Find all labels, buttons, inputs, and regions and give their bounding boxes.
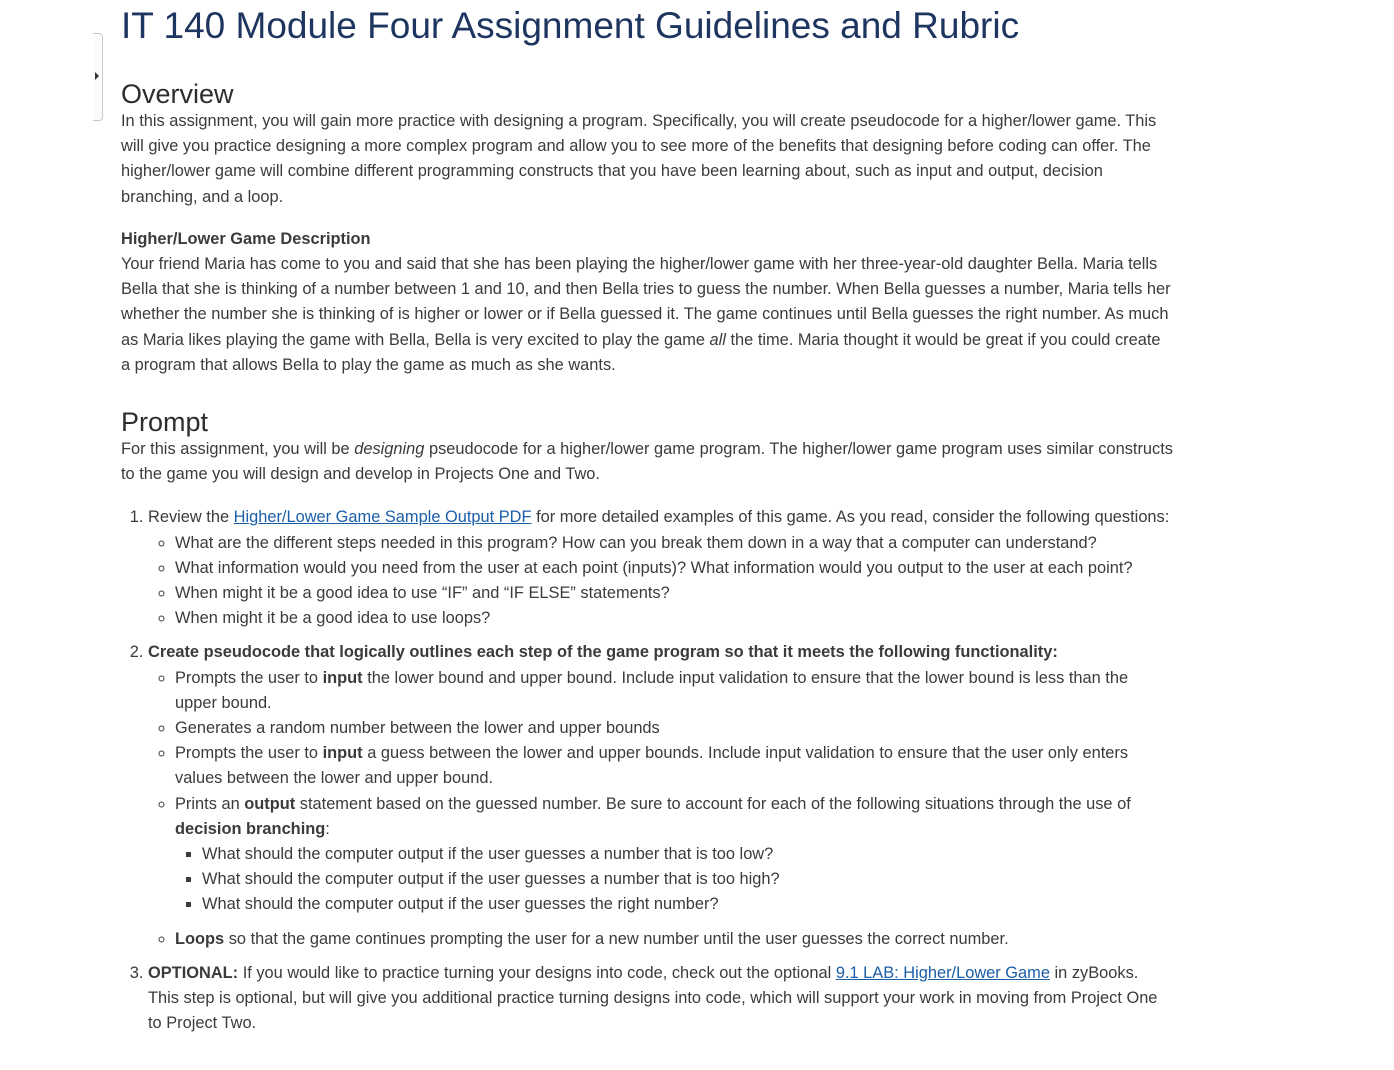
overview-text: In this assignment, you will gain more practice with designing a program. Specifically, you will create pseudocode for a higher/lower game. This will give you practice designing a more complex program and allow you to see more of the benefits that designing before coding can offer. The higher/lower game will combine different programming constructs that you have been learning about, such as input and output, decision branching, and a loop. (121, 112, 1157, 206)
list-item-bold: decision branching (175, 819, 326, 838)
list-item: ▪ What should the computer output if the user guesses the right number? (202, 892, 1173, 917)
game-description-heading: Higher/Lower Game Description (121, 229, 371, 248)
optional-label: OPTIONAL: (148, 963, 239, 982)
list-item-text: Prints an (175, 794, 245, 813)
list-item-bold: input (322, 744, 363, 763)
list-item-bold: output (244, 794, 296, 813)
list-item (175, 792, 1173, 918)
step-optional-text: in zyBooks. This step is optional, but will give you additional practice turning designs into code, which will support your work in moving from Project One to Project Two. (148, 963, 1158, 1033)
game-description-text (121, 252, 1173, 378)
game-description-text-part: Your friend Maria has come to you and said that she has been playing the higher/lower game with her three-year-old daughter Bella. Maria tells Bella that she is thinking of a number between 1 and 10, and then Bella tries to guess the number. When Bella guesses a number, Maria tells her whether the number she is thinking of is higher or lower or if Bella guessed it. The game continues until Bella guesses the right number. As much as Maria likes playing the game with Bella, Bella is very excited to play the game (121, 255, 1171, 349)
sidebar-toggle[interactable] (93, 33, 103, 121)
step-create-pseudocode (148, 640, 1173, 951)
functionality-list (148, 666, 1173, 952)
list-item-bold: input (322, 668, 363, 687)
prompt-intro (121, 437, 1173, 487)
list-item: ◦ When might it be a good idea to use loops? (175, 606, 1173, 631)
list-item (175, 741, 1173, 791)
prompt-intro-part: pseudocode for a higher/lower game program. The higher/lower game program uses similar constructs to the game you will design and develop in Projects One and Two. (121, 440, 1173, 484)
step-review-text: Review the (148, 508, 234, 527)
list-item-text: so that the game continues prompting the user for a new number until the user guesses the correct number. (224, 929, 1009, 948)
document-body (121, 0, 1173, 1046)
review-questions (148, 531, 1173, 632)
list-item (175, 666, 1173, 716)
page-title: IT 140 Module Four Assignment Guidelines and Rubric (121, 5, 1020, 46)
list-item-text: statement based on the guessed number. Be sure to account for each of the following situations through the use of (295, 794, 1131, 813)
list-item-text: : (325, 819, 330, 838)
game-description-text-part: the time. Maria thought it would be great if you could create a program that allows Bella to play the game as much as she wants. (121, 330, 1161, 374)
list-item: ▪ What should the computer output if the user guesses a number that is too low? (202, 842, 1173, 867)
game-description-emphasis: all (709, 330, 726, 349)
list-item-text: the lower bound and upper bound. Include input validation to ensure that the lower bound is less than the upper bound. (175, 668, 1129, 712)
prompt-steps (121, 505, 1173, 1036)
list-item: ◦ When might it be a good idea to use “IF” and “IF ELSE” statements? (175, 581, 1173, 606)
list-item: ▪ What should the computer output if the user guesses a number that is too high? (202, 867, 1173, 892)
list-item-text: a guess between the lower and upper bounds. Include input validation to ensure that the user only enters values between the lower and upper bound. (175, 744, 1129, 788)
step-review-text: for more detailed examples of this game. As you read, consider the following questions: (531, 508, 1170, 527)
prompt-intro-part: For this assignment, you will be (121, 440, 355, 459)
sample-output-pdf-link[interactable]: Higher/Lower Game Sample Output PDF (233, 508, 532, 527)
step-create-pseudocode-lead: Create pseudocode that logically outlines each step of the game program so that it meets the following functionality: (148, 643, 1058, 662)
step-optional-text: If you would like to practice turning your designs into code, check out the optional (238, 963, 836, 982)
list-item-bold: Loops (175, 929, 225, 948)
list-item-text: Prompts the user to (175, 744, 323, 763)
list-item: ◦ What are the different steps needed in this program? How can you break them down in a way that a computer can understand? (175, 531, 1173, 556)
zybooks-lab-link[interactable]: 9.1 LAB: Higher/Lower Game (835, 963, 1050, 982)
list-item-text: Prompts the user to (175, 668, 323, 687)
step-review (148, 505, 1173, 631)
overview-heading: Overview (121, 79, 234, 109)
list-item (175, 927, 1173, 952)
list-item: ◦ What information would you need from the user at each point (inputs)? What information would you output to the user at each point? (175, 556, 1173, 581)
step-optional (148, 961, 1173, 1037)
output-situations (175, 842, 1173, 918)
caret-right-icon (95, 72, 99, 80)
prompt-intro-emphasis: designing (354, 440, 425, 459)
prompt-heading: Prompt (121, 407, 209, 438)
list-item: ◦ Generates a random number between the lower and upper bounds (175, 716, 1173, 741)
